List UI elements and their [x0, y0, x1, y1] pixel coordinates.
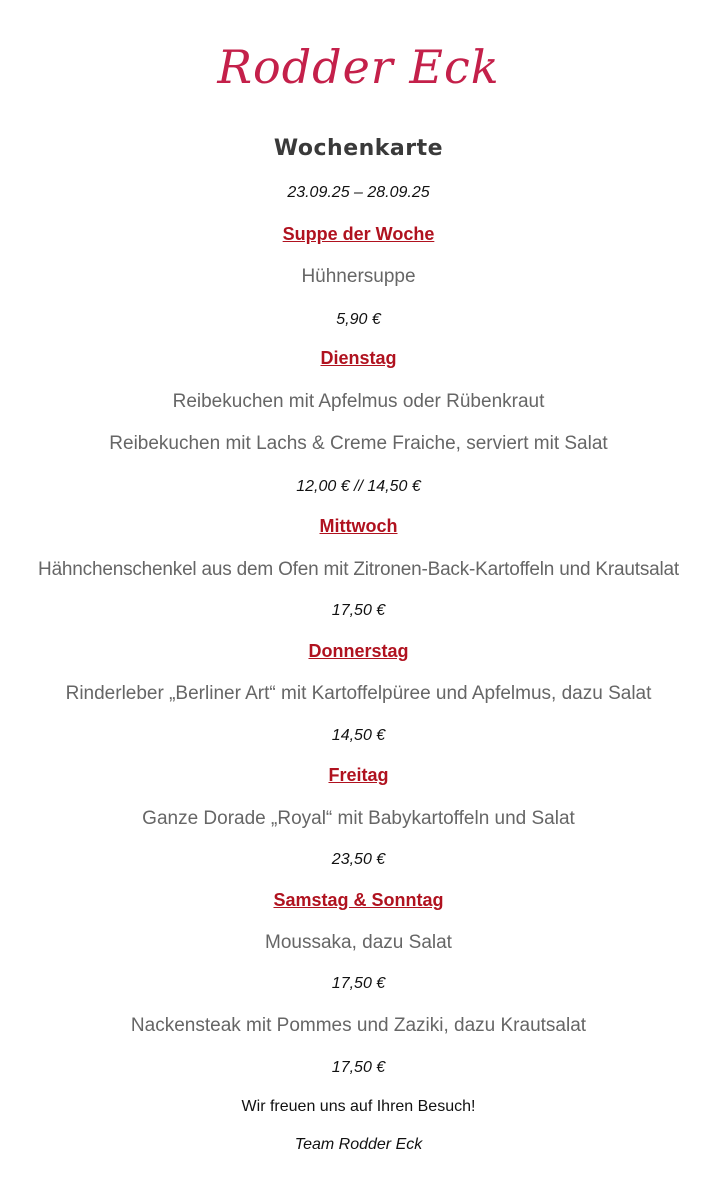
wednesday-heading: Mittwoch — [319, 516, 398, 536]
weekend-dish-1: Moussaka, dazu Salat — [265, 932, 452, 953]
tuesday-dish-2: Reibekuchen mit Lachs & Creme Fraiche, serviert mit Salat — [109, 433, 608, 454]
soup-heading: Suppe der Woche — [282, 224, 435, 244]
weekend-price-1: 17,50 € — [331, 975, 386, 992]
tuesday-dish-1: Reibekuchen mit Apfelmus oder Rübenkraut — [172, 391, 545, 412]
tuesday-heading: Dienstag — [320, 348, 397, 368]
thursday-price: 14,50 € — [331, 727, 386, 744]
weekend-price-2: 17,50 € — [331, 1059, 386, 1076]
tuesday-price: 12,00 € // 14,50 € — [296, 478, 421, 495]
wednesday-price: 17,50 € — [331, 602, 386, 619]
thursday-heading: Donnerstag — [308, 641, 409, 661]
thursday-dish: Rinderleber „Berliner Art“ mit Kartoffelpüree und Apfelmus, dazu Salat — [65, 683, 652, 704]
weekend-heading: Samstag & Sonntag — [273, 890, 444, 910]
friday-heading: Freitag — [328, 765, 389, 785]
date-range: 23.09.25 – 28.09.25 — [287, 184, 430, 201]
soup-price: 5,90 € — [336, 311, 381, 328]
restaurant-logo: Rodder Eck — [217, 40, 500, 94]
friday-dish: Ganze Dorade „Royal“ mit Babykartoffeln und Salat — [142, 808, 575, 829]
friday-price: 23,50 € — [331, 851, 386, 868]
closing-message: Wir freuen uns auf Ihren Besuch! — [241, 1098, 476, 1115]
menu-title: Wochenkarte — [273, 136, 444, 161]
weekend-dish-2: Nackensteak mit Pommes und Zaziki, dazu Krautsalat — [130, 1015, 587, 1036]
wednesday-dish: Hähnchenschenkel aus dem Ofen mit Zitronen-Back-Kartoffeln und Krautsalat — [38, 559, 679, 580]
soup-dish: Hühnersuppe — [301, 266, 416, 287]
signature: Team Rodder Eck — [294, 1136, 423, 1153]
